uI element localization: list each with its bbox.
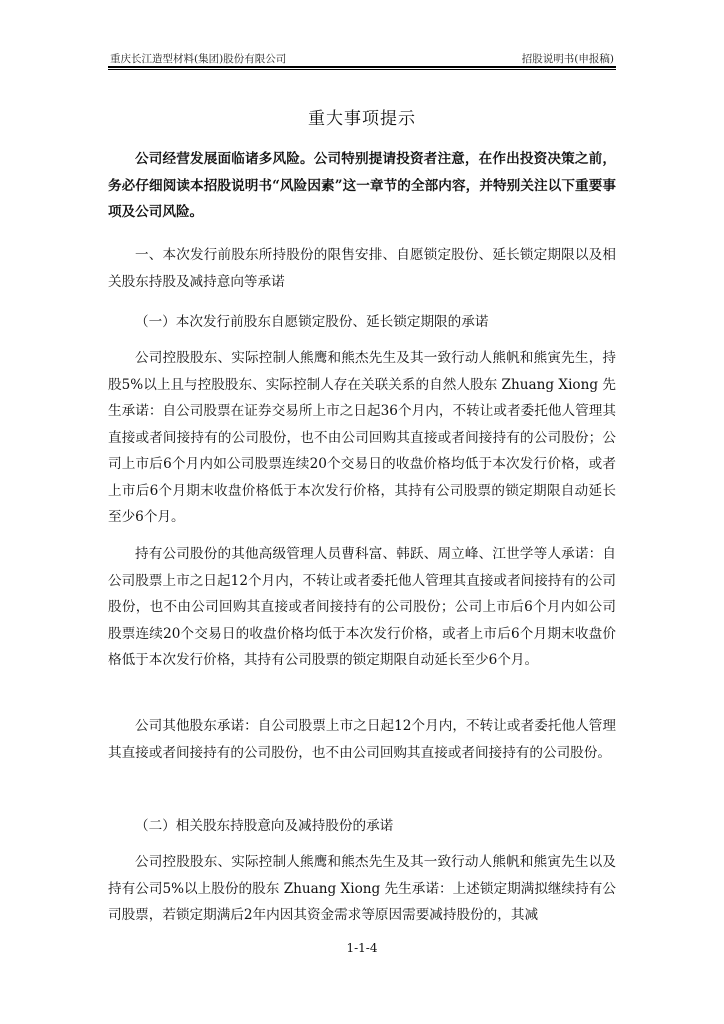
- subsection-2-paragraph-1: 公司控股股东、实际控制人熊鹰和熊杰先生及其一致行动人熊帆和熊寅先生以及持有公司5%以上股份的股东 Zhuang Xiong 先生承诺：上述锁定期满拟继续持有公司股票，若锁定期满后2年内因其资金需求等原因需要减持股份的，其减: [108, 854, 616, 923]
- header-rule: [108, 66, 616, 68]
- page-number: 1-1-4: [346, 941, 378, 955]
- subsection-2-heading: （二）相关股东持股意向及减持股份的承诺: [135, 818, 394, 834]
- page-title: 重大事项提示: [308, 109, 416, 129]
- section-1-heading: 一、本次发行前股东所持股份的限售安排、自愿锁定股份、延长锁定期限以及相关股东持股及减持意向等承诺: [108, 247, 616, 290]
- intro-paragraph: 公司经营发展面临诸多风险。公司特别提请投资者注意，在作出投资决策之前，务必仔细阅读本招股说明书“风险因素”这一章节的全部内容，并特别关注以下重要事项及公司风险。: [108, 151, 616, 220]
- subsection-1-heading: （一）本次发行前股东自愿锁定股份、延长锁定期限的承诺: [135, 314, 489, 330]
- running-header: [108, 48, 616, 66]
- subsection-1-paragraph-1: 公司控股股东、实际控制人熊鹰和熊杰先生及其一致行动人熊帆和熊寅先生，持股5%以上且与控股股东、实际控制人存在关联关系的自然人股东 Zhuang Xiong 先生承诺：自公司股票在证券交易所上市之日起36个月内，不转让或者委托他人管理其直接或者间接持有的公司股份，也不由公司回购其直接或者间接持有的公司股份；公司上市后6个月内如公司股票连续20个交易日的收盘价格均低于本次发行价格，或者上市后6个月期末收盘价格低于本次发行价格，其持有公司股票的锁定期限自动延长至少6个月。: [108, 350, 616, 525]
- header-rule-thin: [108, 69, 616, 70]
- subsection-1-paragraph-3: 公司其他股东承诺：自公司股票上市之日起12个月内，不转让或者委托他人管理其直接或者间接持有的公司股份，也不由公司回购其直接或者间接持有的公司股份。: [108, 718, 616, 761]
- header-company-name: 重庆长江造型材料(集团)股份有限公司: [110, 53, 287, 65]
- subsection-1-paragraph-2: 持有公司股份的其他高级管理人员曹科富、韩跃、周立峰、江世学等人承诺：自公司股票上市之日起12个月内，不转让或者委托他人管理其直接或者间接持有的公司股份，也不由公司回购其直接或者间接持有的公司股份；公司上市后6个月内如公司股票连续20个交易日的收盘价格均低于本次发行价格，或者上市后6个月期末收盘价格低于本次发行价格，其持有公司股票的锁定期限自动延长至少6个月。: [108, 546, 616, 668]
- header-document-type: 招股说明书(申报稿): [521, 53, 614, 65]
